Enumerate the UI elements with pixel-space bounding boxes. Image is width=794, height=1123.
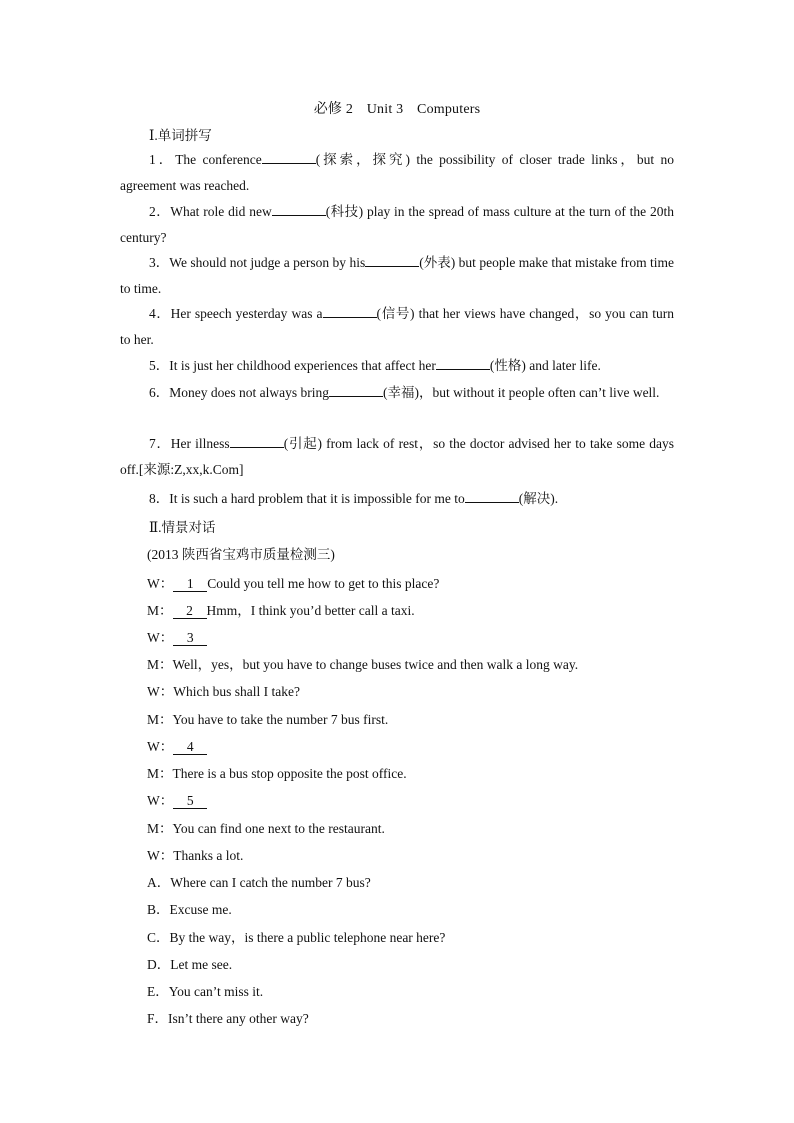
question-1: 1．The conference (探索，探究) the possibility of closer trade links，but no agreement was reached. [120, 152, 674, 193]
dialogue-blank: 3 [173, 630, 207, 646]
option-e: E．You can’t miss it. [147, 984, 264, 999]
title-unit: Unit 3 [366, 102, 404, 117]
option-d: D．Let me see. [147, 957, 233, 972]
dialogue-blank: 4 [173, 739, 207, 755]
option-b: B．Excuse me. [147, 902, 232, 917]
answer-blank [465, 490, 519, 503]
title-course: 必修 2 [313, 102, 354, 117]
dialogue-line: M：You have to take the number 7 bus first. [147, 712, 389, 727]
dialogue-line: W： 3 [147, 626, 207, 646]
question-7: 7．Her illness (引起) from lack of rest，so the doctor advised her to take some days off.[来源:Z,xx,k.Com] [120, 436, 674, 477]
dialogue-line: M：Well，yes，but you have to change buses twice and then walk a long way. [147, 657, 579, 672]
dialogue-line: W： 4 [147, 735, 207, 755]
dialogue-line: W： 5 [147, 789, 207, 809]
dialogue-blank: 2 [173, 603, 207, 619]
option-f: F．Isn’t there any other way? [147, 1011, 309, 1026]
answer-blank [323, 305, 377, 318]
dialogue-line: W： 1 Could you tell me how to get to this place? [147, 576, 440, 591]
dialogue-line: M：You can find one next to the restaurant. [147, 821, 385, 836]
dialogue-line: W：Thanks a lot. [147, 848, 244, 863]
option-c: C．By the way，is there a public telephone near here? [147, 930, 446, 945]
answer-blank [262, 151, 316, 164]
dialogue-blank: 1 [173, 576, 207, 592]
page-title [0, 98, 794, 118]
answer-blank [230, 435, 284, 448]
question-4: 4．Her speech yesterday was a (信号) that her views have changed，so you can turn to her. [120, 306, 675, 347]
answer-blank [272, 203, 326, 216]
question-3: 3．We should not judge a person by his (外表) but people make that mistake from time to time. [120, 255, 674, 296]
question-5: 5．It is just her childhood experiences that affect her (性格) and later life. [149, 358, 601, 373]
answer-blank [329, 384, 383, 397]
section-1-heading: Ⅰ.单词拼写 [149, 128, 212, 143]
answer-blank [436, 357, 490, 370]
dialogue-line: W：Which bus shall I take? [147, 684, 300, 699]
dialogue-line: M：There is a bus stop opposite the post office. [147, 766, 407, 781]
section-2-heading: Ⅱ.情景对话 [149, 520, 216, 535]
section-2-source: (2013 陕西省宝鸡市质量检测三) [147, 547, 335, 562]
title-topic: Computers [417, 102, 481, 117]
option-a: A．Where can I catch the number 7 bus? [147, 875, 371, 890]
question-8: 8．It is such a hard problem that it is impossible for me to (解决). [149, 491, 559, 506]
answer-blank [365, 254, 419, 267]
dialogue-blank: 5 [173, 793, 207, 809]
question-6: 6．Money does not always bring (幸福)，but without it people often can’t live well. [149, 385, 660, 400]
dialogue-line: M： 2 Hmm，I think you’d better call a taxi. [147, 603, 415, 618]
question-2: 2．What role did new (科技) play in the spread of mass culture at the turn of the 20th century? [120, 204, 675, 245]
